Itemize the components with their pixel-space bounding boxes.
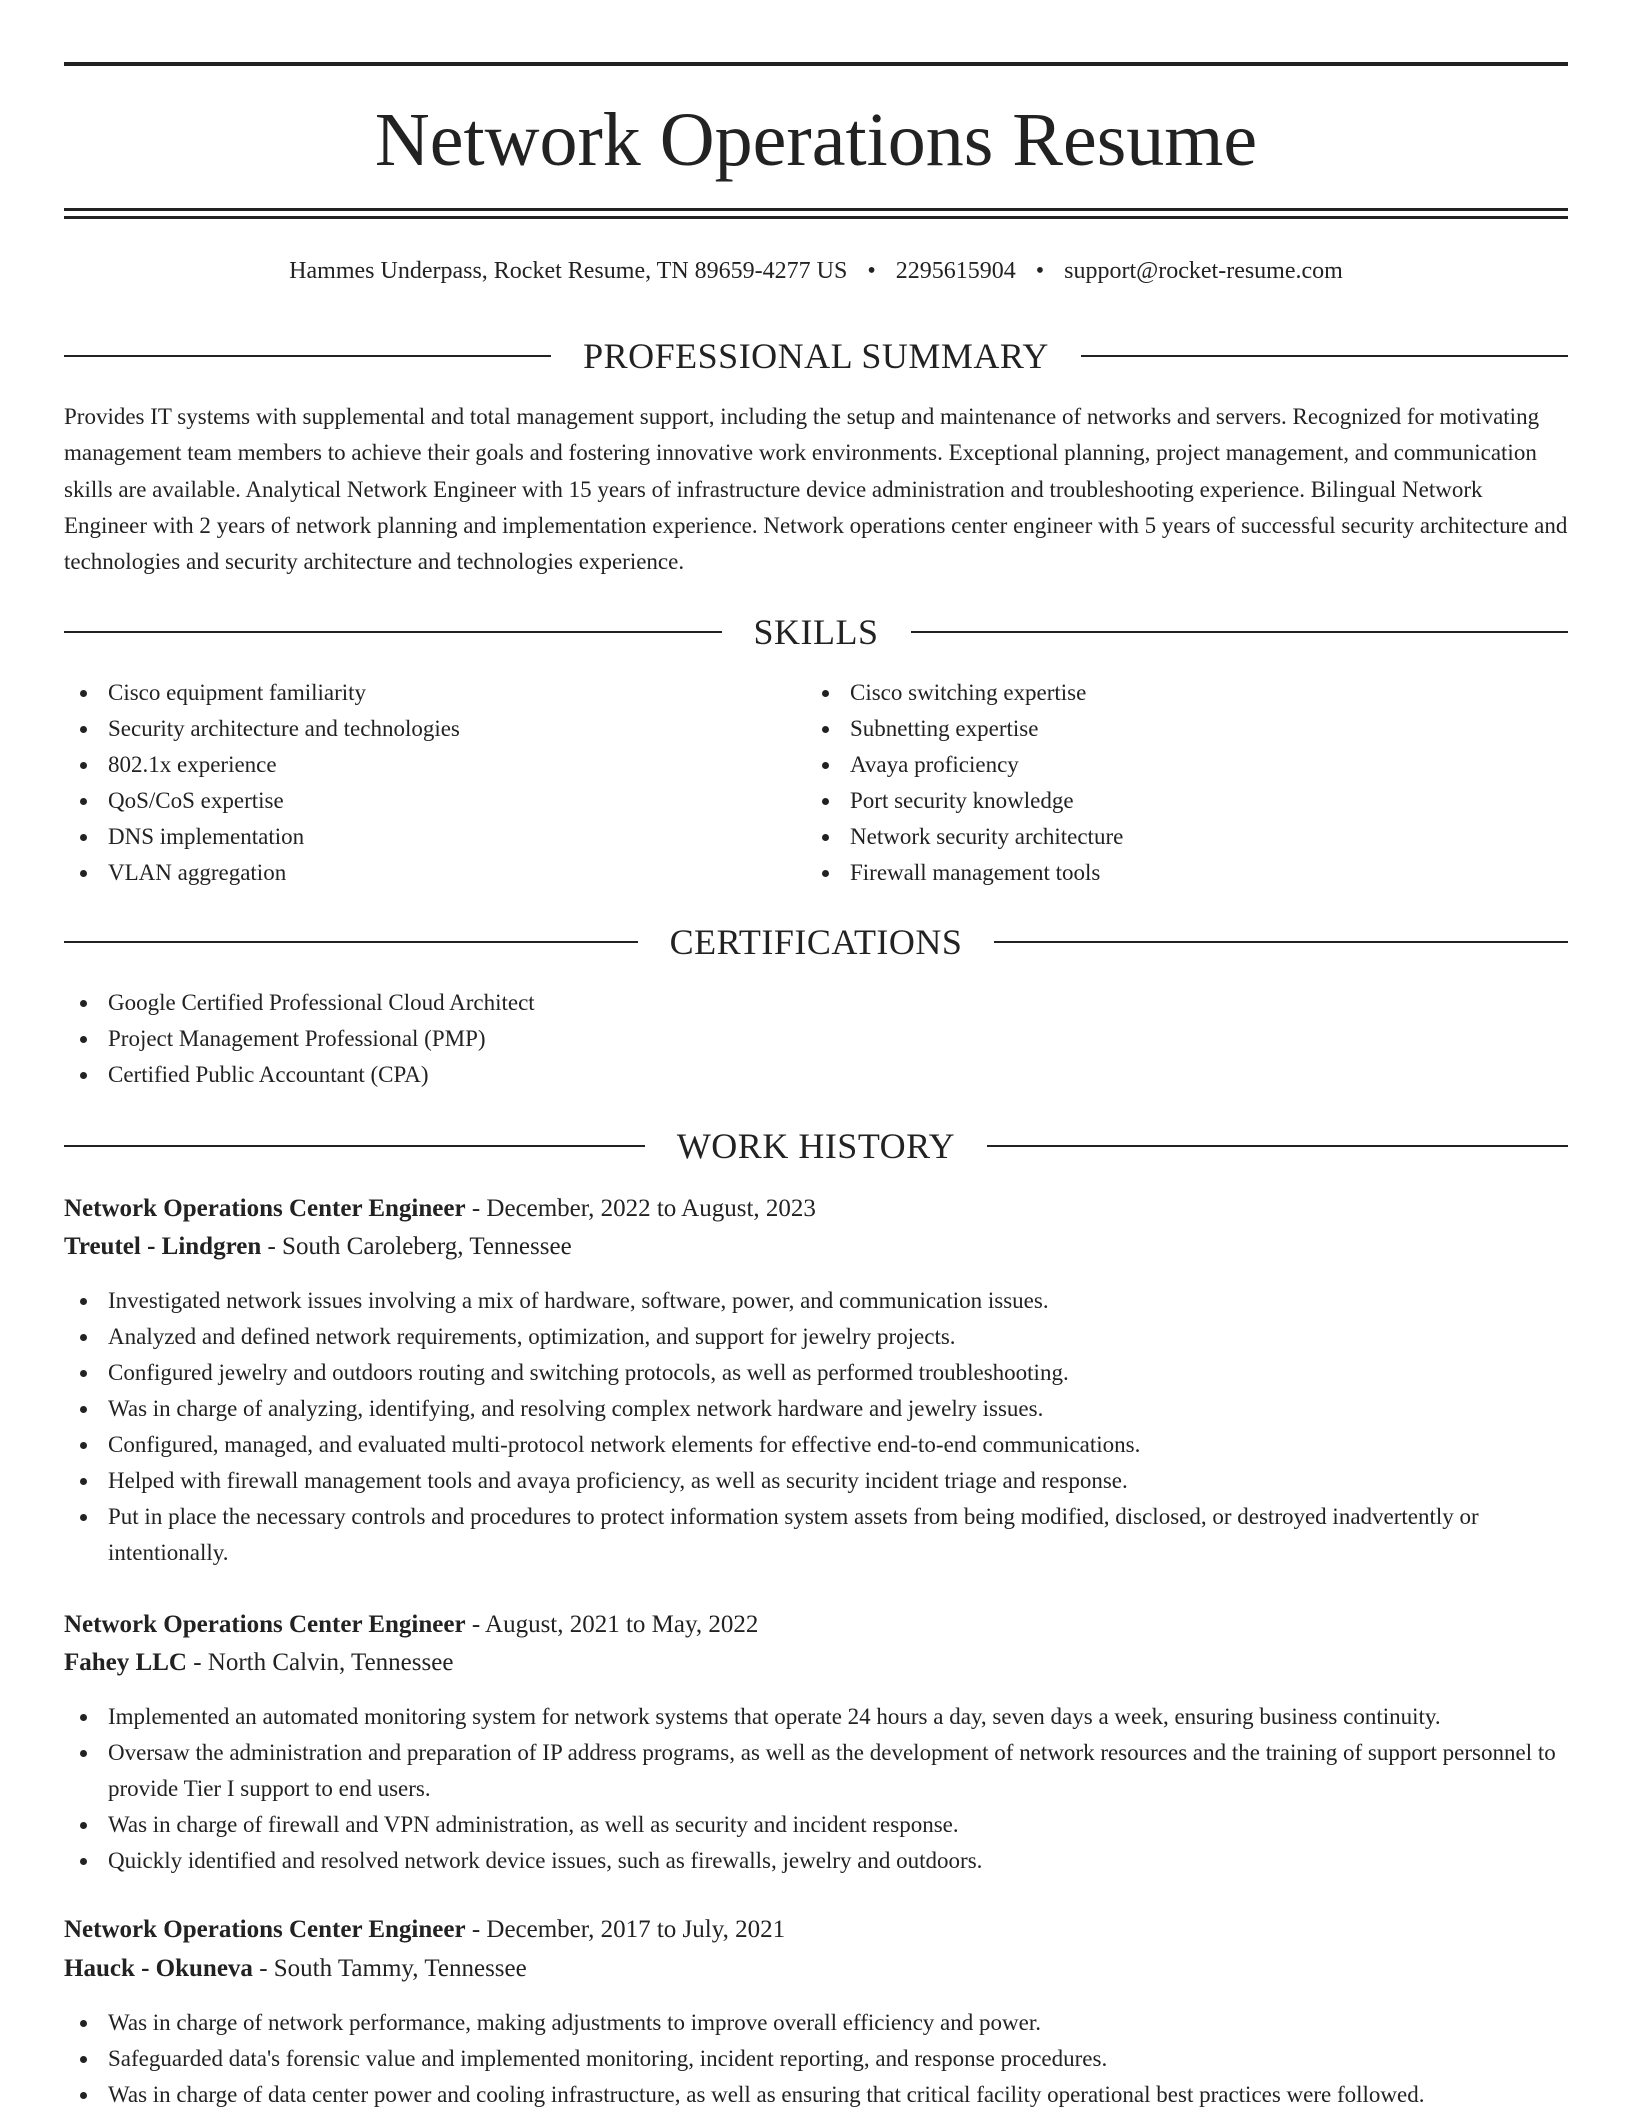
skill-item: Cisco equipment familiarity — [64, 675, 804, 711]
job-bullet: Was in charge of analyzing, identifying, and resolving complex network hardware and jewelry issues. — [64, 1391, 1568, 1427]
section-title: SKILLS — [753, 612, 879, 652]
contact-line — [64, 254, 1568, 288]
heading-rule — [911, 631, 1569, 633]
section-heading-skills — [64, 610, 1568, 654]
skill-item: VLAN aggregation — [64, 855, 804, 891]
skills-list-right — [806, 675, 1566, 891]
contact-address: Hammes Underpass, Rocket Resume, TN 89659-4277 US — [289, 258, 848, 284]
heading-rule — [1081, 355, 1568, 357]
job-dates: - December, 2022 to August, 2023 — [465, 1195, 816, 1222]
top-rule — [64, 62, 1568, 66]
summary-paragraph: Provides IT systems with supplemental and total management support, including the setup and maintenance of networks and servers. Recognized for motivating management team members to achieve their goals and fostering innovative work environments. Exceptional planning, project management, and communication skills are available. Analytical Network Engineer with 15 years of infrastructure device administration and troubleshooting experience. Bilingual Network Engineer with 2 years of network planning and implementation experience. Network operations center engineer with 5 years of successful security architecture and technologies and security architecture and technologies experience. — [64, 404, 1568, 575]
job-bullet: Implemented an automated monitoring system for network systems that operate 24 hours a day, seven days a week, ensuring business continuity. — [64, 1699, 1568, 1735]
job-company: Treutel - Lindgren — [64, 1233, 262, 1260]
section-heading-summary — [64, 334, 1568, 378]
job-dates: - August, 2021 to May, 2022 — [465, 1611, 759, 1638]
certifications-list — [64, 985, 1568, 1093]
job-location: - North Calvin, Tennessee — [186, 1649, 454, 1676]
job-bullet: Configured, managed, and evaluated multi-protocol network elements for effective end-to-end communications. — [64, 1427, 1568, 1463]
job-title: Network Operations Center Engineer — [64, 1916, 466, 1943]
skill-item: 802.1x experience — [64, 747, 804, 783]
skill-item: Cisco switching expertise — [806, 675, 1566, 711]
resume-title: Network Operations Resume — [374, 98, 1258, 182]
section-title: PROFESSIONAL SUMMARY — [583, 336, 1049, 376]
job-bullet-list — [64, 2005, 1568, 2113]
title-rule-upper — [64, 208, 1568, 211]
job-bullet: Was in charge of firewall and VPN administration, as well as security and incident response. — [64, 1807, 1568, 1843]
job-company-line — [64, 1950, 1568, 1988]
job-company-line — [64, 1228, 1568, 1266]
skill-item: DNS implementation — [64, 819, 804, 855]
job-title-line — [64, 1606, 1568, 1644]
job-title: Network Operations Center Engineer — [64, 1195, 466, 1222]
certification-item: Certified Public Accountant (CPA) — [64, 1057, 1568, 1093]
contact-separator: • — [1035, 258, 1045, 284]
skill-item: Firewall management tools — [806, 855, 1566, 891]
skill-item: Network security architecture — [806, 819, 1566, 855]
title-rule-lower — [64, 216, 1568, 219]
job-bullet: Helped with firewall management tools and avaya proficiency, as well as security incident triage and response. — [64, 1463, 1568, 1499]
job-company-line — [64, 1644, 1568, 1682]
job-bullet: Was in charge of network performance, making adjustments to improve overall efficiency and power. — [64, 2005, 1568, 2041]
section-title: CERTIFICATIONS — [669, 922, 963, 962]
job-company: Fahey LLC — [64, 1649, 187, 1676]
section-heading-certifications — [64, 920, 1568, 964]
heading-rule — [64, 355, 551, 357]
contact-phone: 2295615904 — [895, 258, 1016, 284]
skill-item: Port security knowledge — [806, 783, 1566, 819]
section-heading-work-history — [64, 1124, 1568, 1168]
job-bullet: Oversaw the administration and preparation of IP address programs, as well as the development of network resources and the training of support personnel to provide Tier I support to end users. — [64, 1735, 1568, 1807]
section-title: WORK HISTORY — [676, 1126, 956, 1166]
heading-rule — [994, 941, 1568, 943]
heading-rule — [64, 1145, 645, 1147]
job-bullet: Safeguarded data's forensic value and implemented monitoring, incident reporting, and response procedures. — [64, 2041, 1568, 2077]
job-bullet: Quickly identified and resolved network device issues, such as firewalls, jewelry and outdoors. — [64, 1843, 1568, 1879]
skill-item: Avaya proficiency — [806, 747, 1566, 783]
heading-rule — [64, 941, 638, 943]
skill-item: QoS/CoS expertise — [64, 783, 804, 819]
heading-rule — [987, 1145, 1568, 1147]
job-title-line — [64, 1190, 1568, 1228]
job-location: - South Caroleberg, Tennessee — [261, 1233, 572, 1260]
job-bullet: Put in place the necessary controls and procedures to protect information system assets from being modified, disclosed, or destroyed inadvertently or intentionally. — [64, 1499, 1568, 1571]
job-company: Hauck - Okuneva — [64, 1955, 253, 1982]
skills-list-left — [64, 675, 804, 891]
skill-item: Security architecture and technologies — [64, 711, 804, 747]
job-bullet: Investigated network issues involving a mix of hardware, software, power, and communication issues. — [64, 1283, 1568, 1319]
job-bullet-list — [64, 1699, 1568, 1879]
job-title: Network Operations Center Engineer — [64, 1611, 466, 1638]
heading-rule — [64, 631, 722, 633]
contact-separator: • — [867, 258, 876, 284]
certification-item: Project Management Professional (PMP) — [64, 1021, 1568, 1057]
skill-item: Subnetting expertise — [806, 711, 1566, 747]
job-location: - South Tammy, Tennessee — [252, 1955, 527, 1982]
job-bullet: Configured jewelry and outdoors routing and switching protocols, as well as performed troubleshooting. — [64, 1355, 1568, 1391]
job-dates: - December, 2017 to July, 2021 — [465, 1916, 786, 1943]
job-title-line — [64, 1911, 1568, 1949]
certification-item: Google Certified Professional Cloud Architect — [64, 985, 1568, 1021]
job-bullet: Was in charge of data center power and cooling infrastructure, as well as ensuring that critical facility operational best practices were followed. — [64, 2077, 1568, 2113]
contact-email: support@rocket-resume.com — [1064, 258, 1343, 284]
job-bullet-list — [64, 1283, 1568, 1571]
job-bullet: Analyzed and defined network requirements, optimization, and support for jewelry projects. — [64, 1319, 1568, 1355]
